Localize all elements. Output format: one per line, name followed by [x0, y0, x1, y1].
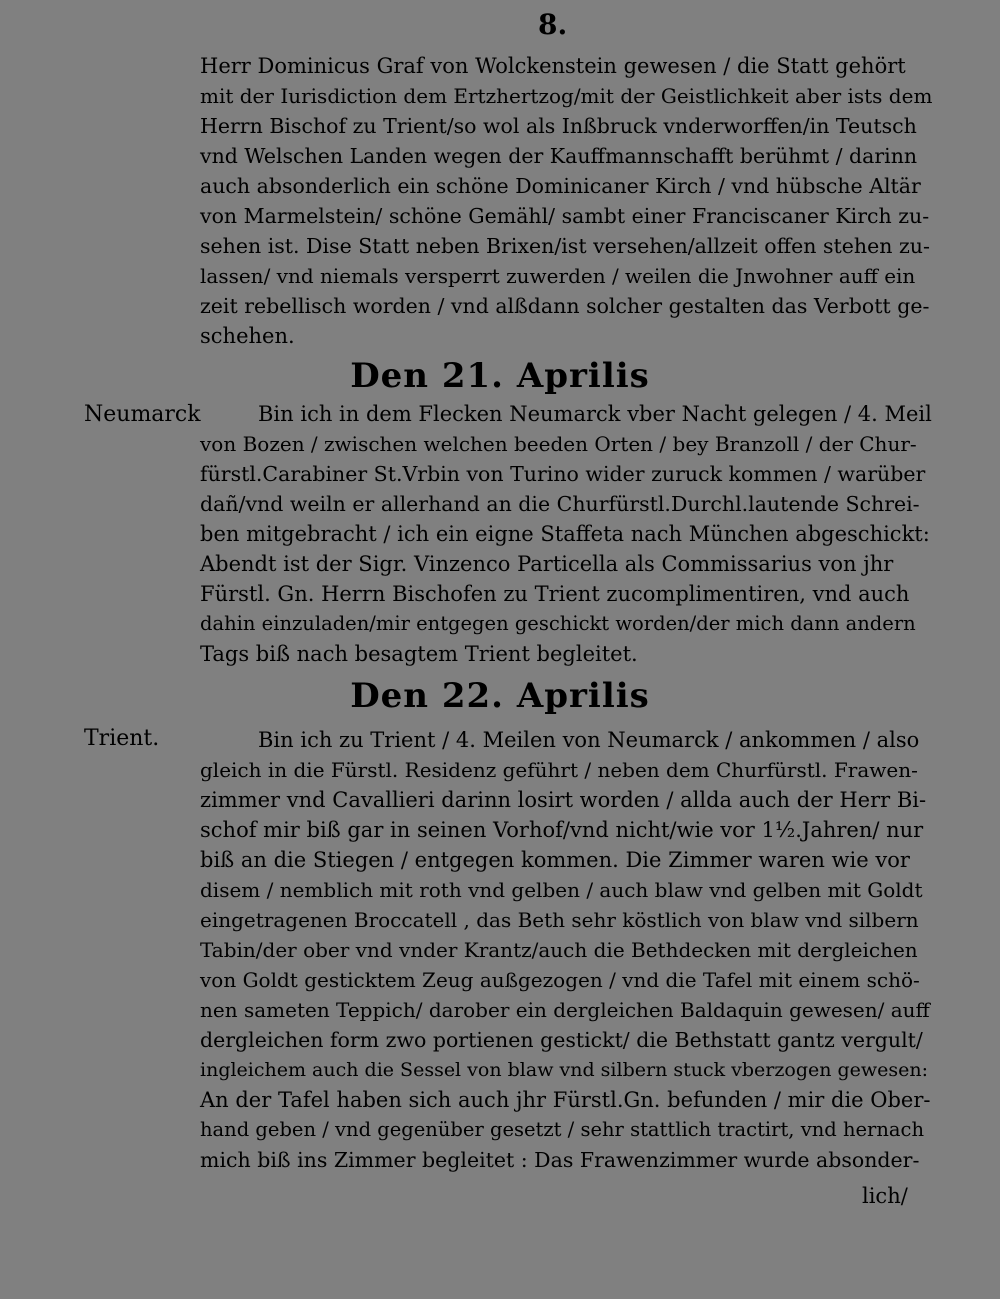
text-line: Bin ich zu Trient / 4. Meilen von Neumarck / ankommen / also — [258, 728, 920, 752]
text-line: von Bozen / zwischen welchen beeden Orten / bey Branzoll / der Chur- — [200, 432, 917, 456]
text-line: Tags biß nach besagtem Trient begleitet. — [200, 642, 638, 666]
text-line: vnd Welschen Landen wegen der Kauffmannschafft berühmt / darinn — [200, 144, 918, 168]
text-line: schof mir biß gar in seinen Vorhof/vnd nicht/wie vor 1½.Jahren/ nur — [200, 818, 924, 842]
text-line: gleich in die Fürstl. Residenz geführt / neben dem Churfürstl. Frawen- — [200, 758, 918, 782]
text-line: An der Tafel haben sich auch jhr Fürstl.Gn. befunden / mir die Ober- — [200, 1088, 931, 1112]
section-heading-22-aprilis: Den 22. Aprilis — [350, 676, 650, 716]
text-line: eingetragenen Broccatell , das Beth sehr köstlich von blaw vnd silbern — [200, 908, 919, 932]
text-line: hand geben / vnd gegenüber gesetzt / sehr stattlich tractirt, vnd hernach — [200, 1118, 925, 1141]
text-line: disem / nemblich mit roth vnd gelben / auch blaw vnd gelben mit Goldt — [200, 878, 923, 902]
text-line: biß an die Stiegen / entgegen kommen. Die Zimmer waren wie vor — [200, 848, 910, 872]
text-line: lassen/ vnd niemals versperrt zuwerden / weilen die Jnwohner auff ein — [200, 264, 916, 288]
text-line: von Goldt gesticktem Zeug außgezogen / vnd die Tafel mit einem schö- — [200, 968, 920, 992]
text-line: Abendt ist der Sigr. Vinzenco Particella als Commissarius von jhr — [200, 552, 894, 576]
text-line: ingleichem auch die Sessel von blaw vnd silbern stuck vberzogen gewesen: — [200, 1059, 929, 1081]
catchword: lich/ — [862, 1184, 908, 1208]
text-line: schehen. — [200, 324, 295, 348]
text-line: zimmer vnd Cavallieri darinn losirt worden / allda auch der Herr Bi- — [200, 788, 927, 812]
text-line: mich biß ins Zimmer begleitet : Das Frawenzimmer wurde absonder- — [200, 1148, 920, 1172]
text-line: dañ/vnd weiln er allerhand an die Churfürstl.Durchl.lautende Schrei- — [200, 492, 920, 516]
text-line: nen sameten Teppich/ darober ein dergleichen Baldaquin gewesen/ auff — [200, 998, 930, 1022]
margin-note-trient: Trient. — [84, 726, 160, 751]
text-line: Bin ich in dem Flecken Neumarck vber Nacht gelegen / 4. Meil — [258, 402, 932, 426]
text-line: zeit rebellisch worden / vnd alßdann solcher gestalten das Verbott ge- — [200, 294, 930, 318]
text-line: auch absonderlich ein schöne Dominicaner Kirch / vnd hübsche Altär — [200, 174, 921, 198]
text-line: dergleichen form zwo portienen gestickt/ die Bethstatt gantz vergult/ — [200, 1028, 923, 1052]
margin-note-neumarck: Neumarck — [84, 402, 201, 427]
page-number: 8. — [538, 8, 568, 41]
text-line: Herrn Bischof zu Trient/so wol als Inßbruck vnderworffen/in Teutsch — [200, 114, 917, 138]
text-line: fürstl.Carabiner St.Vrbin von Turino wider zuruck kommen / warüber — [200, 462, 926, 486]
text-line: dahin einzuladen/mir entgegen geschickt worden/der mich dann andern — [200, 612, 916, 635]
text-line: Tabin/der ober vnd vnder Krantz/auch die Bethdecken mit dergleichen — [200, 938, 918, 962]
text-line: sehen ist. Dise Statt neben Brixen/ist versehen/allzeit offen stehen zu- — [200, 234, 930, 258]
text-line: von Marmelstein/ schöne Gemähl/ sambt einer Franciscaner Kirch zu- — [200, 204, 930, 228]
text-line: Fürstl. Gn. Herrn Bischofen zu Trient zucomplimentiren, vnd auch — [200, 582, 910, 606]
section-heading-21-aprilis: Den 21. Aprilis — [350, 356, 650, 396]
text-line: Herr Dominicus Graf von Wolckenstein gewesen / die Statt gehört — [200, 54, 906, 78]
text-line: ben mitgebracht / ich ein eigne Staffeta nach München abgeschickt: — [200, 522, 930, 546]
text-line: mit der Iurisdiction dem Ertzhertzog/mit der Geistlichkeit aber ists dem — [200, 84, 933, 108]
